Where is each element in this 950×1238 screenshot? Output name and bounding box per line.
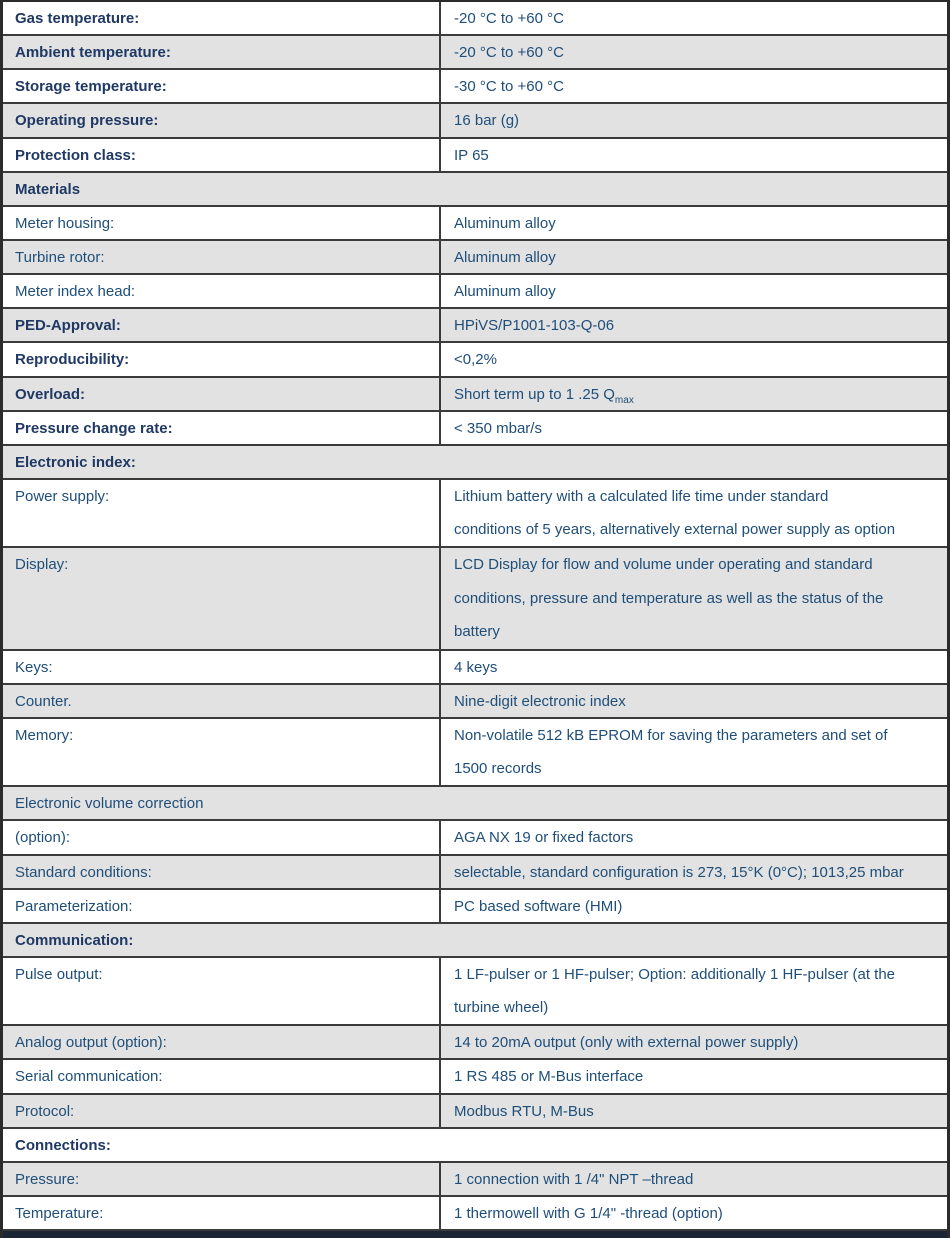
section-header-label: Communication:	[15, 931, 134, 949]
section-header-label: Electronic volume correction	[15, 795, 204, 813]
spec-value-line: Non-volatile 512 kB EPROM for saving the parameters and set of	[454, 726, 888, 744]
spec-value	[441, 1095, 947, 1127]
spec-label: (option):	[3, 821, 441, 853]
spec-value	[441, 821, 947, 853]
spec-row	[3, 378, 947, 412]
spec-value	[441, 480, 947, 546]
spec-row	[3, 480, 947, 548]
spec-value	[441, 36, 947, 68]
section-header-row	[3, 787, 947, 821]
spec-value-text: <0,2%	[454, 351, 497, 369]
spec-row	[3, 1060, 947, 1094]
spec-value	[441, 309, 947, 341]
spec-value	[441, 719, 947, 785]
spec-value-line: 1500 records	[454, 760, 542, 778]
spec-value-text: 16 bar (g)	[454, 112, 520, 130]
spec-label: Display:	[3, 548, 441, 648]
spec-value	[441, 651, 947, 683]
spec-label: Gas temperature:	[3, 2, 441, 34]
spec-value-text: 1 connection with 1 /4" NPT –thread	[454, 1170, 694, 1188]
spec-row	[3, 139, 947, 173]
spec-row	[3, 890, 947, 924]
spec-row	[3, 343, 947, 377]
spec-value-subscript: max	[614, 394, 634, 406]
spec-row	[3, 309, 947, 343]
spec-value-line: battery	[454, 623, 500, 641]
spec-value-text: 1 RS 485 or M-Bus interface	[454, 1068, 644, 1086]
spec-value-text: AGA NX 19 or fixed factors	[454, 829, 634, 847]
spec-row	[3, 719, 947, 787]
spec-value-text: selectable, standard configuration is 273, 15°K (0°C); 1013,25 mbar	[454, 863, 904, 881]
spec-value-line: 1 LF-pulser or 1 HF-pulser; Option: additionally 1 HF-pulser (at the	[454, 965, 896, 983]
spec-label: Pressure:	[3, 1163, 441, 1195]
spec-value-text: Aluminum alloy	[454, 214, 556, 232]
spec-label: Storage temperature:	[3, 70, 441, 102]
spec-value	[441, 548, 947, 648]
spec-value	[441, 1163, 947, 1195]
spec-row	[3, 821, 947, 855]
spec-value-text: PC based software (HMI)	[454, 897, 623, 915]
spec-value	[441, 958, 947, 1024]
spec-row	[3, 856, 947, 890]
spec-label: Analog output (option):	[3, 1026, 441, 1058]
spec-label: Memory:	[3, 719, 441, 785]
spec-row	[3, 685, 947, 719]
spec-value	[441, 241, 947, 273]
spec-label: Parameterization:	[3, 890, 441, 922]
spec-row	[3, 1197, 947, 1231]
spec-row	[3, 1026, 947, 1060]
spec-value-text: Aluminum alloy	[454, 248, 556, 266]
spec-row	[3, 2, 947, 36]
spec-value	[441, 70, 947, 102]
spec-label: Operating pressure:	[3, 104, 441, 136]
spec-value	[441, 856, 947, 888]
spec-value-line: turbine wheel)	[454, 999, 549, 1017]
spec-value	[441, 378, 947, 410]
spec-row	[3, 104, 947, 138]
spec-value-line: Lithium battery with a calculated life time under standard	[454, 487, 829, 505]
spec-value	[441, 1197, 947, 1229]
spec-value-line: LCD Display for flow and volume under operating and standard	[454, 556, 873, 574]
spec-label: Temperature:	[3, 1197, 441, 1229]
spec-value	[441, 343, 947, 375]
spec-label: Protection class:	[3, 139, 441, 171]
spec-value	[441, 412, 947, 444]
spec-value-text: Nine-digit electronic index	[454, 692, 626, 710]
spec-label: Turbine rotor:	[3, 241, 441, 273]
table-rows	[3, 2, 947, 1231]
spec-row	[3, 412, 947, 446]
spec-value-text: 14 to 20mA output (only with external power supply)	[454, 1034, 799, 1052]
spec-row	[3, 651, 947, 685]
spec-value-text: 1 thermowell with G 1/4" -thread (option)	[454, 1204, 723, 1222]
section-header-label: Electronic index:	[15, 453, 136, 471]
spec-row	[3, 1163, 947, 1197]
section-header-label: Connections:	[15, 1136, 111, 1154]
spec-value-text: -20 °C to +60 °C	[454, 44, 564, 62]
section-header-row	[3, 446, 947, 480]
spec-row	[3, 207, 947, 241]
spec-label: Pressure change rate:	[3, 412, 441, 444]
spec-value	[441, 207, 947, 239]
section-header-label: Materials	[15, 180, 81, 198]
spec-value-line: conditions of 5 years, alternatively external power supply as option	[454, 521, 896, 539]
spec-label: Overload:	[3, 378, 441, 410]
spec-value-text: < 350 mbar/s	[454, 419, 542, 437]
spec-value-text: -30 °C to +60 °C	[454, 78, 564, 96]
section-header-row	[3, 173, 947, 207]
spec-value-text: -20 °C to +60 °C	[454, 10, 564, 27]
spec-row	[3, 958, 947, 1026]
spec-label: Meter housing:	[3, 207, 441, 239]
spec-value-line: conditions, pressure and temperature as well as the status of the	[454, 589, 884, 607]
spec-label: Keys:	[3, 651, 441, 683]
spec-value	[441, 139, 947, 171]
spec-label: Power supply:	[3, 480, 441, 546]
spec-row	[3, 1095, 947, 1129]
spec-label: Reproducibility:	[3, 343, 441, 375]
spec-value	[441, 1060, 947, 1092]
spec-row	[3, 241, 947, 275]
spec-value	[441, 685, 947, 717]
spec-row	[3, 36, 947, 70]
spec-value-text: IP 65	[454, 146, 489, 164]
spec-row	[3, 548, 947, 650]
table-bottom-border	[3, 1231, 947, 1238]
spec-label: Ambient temperature:	[3, 36, 441, 68]
spec-value-text: Modbus RTU, M-Bus	[454, 1102, 594, 1120]
spec-label: Standard conditions:	[3, 856, 441, 888]
section-header-row	[3, 1129, 947, 1163]
spec-label: Counter.	[3, 685, 441, 717]
spec-label: Serial communication:	[3, 1060, 441, 1092]
spec-label: Pulse output:	[3, 958, 441, 1024]
spec-value	[441, 1026, 947, 1058]
section-header-row	[3, 924, 947, 958]
spec-value	[441, 275, 947, 307]
spec-label: PED-Approval:	[3, 309, 441, 341]
spec-value	[441, 104, 947, 136]
spec-value	[441, 2, 947, 34]
spec-value	[441, 890, 947, 922]
spec-row	[3, 70, 947, 104]
spec-label: Meter index head:	[3, 275, 441, 307]
spec-value-text: Aluminum alloy	[454, 283, 556, 301]
spec-row	[3, 275, 947, 309]
spec-value-text: Short term up to 1 .25 Q	[454, 385, 615, 403]
spec-label: Protocol:	[3, 1095, 441, 1127]
spec-value-text: HPiVS/P1001-103-Q-06	[454, 317, 615, 335]
spec-value-text: 4 keys	[454, 658, 498, 676]
